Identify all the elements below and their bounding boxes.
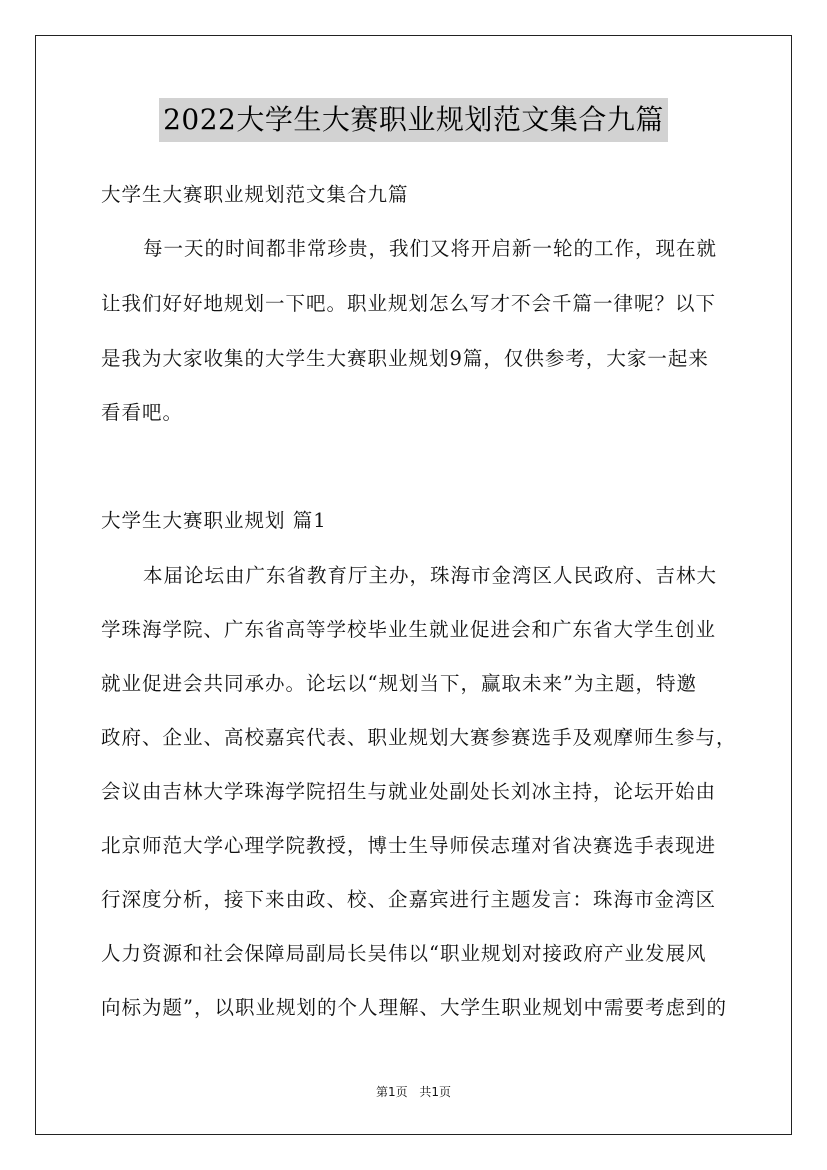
page-footer — [0, 1083, 827, 1100]
paragraph-line: 就业促进会共同承办。论坛以“规划当下，赢取未来”为主题，特邀 — [101, 672, 697, 695]
intro-line: 是我为大家收集的大学生大赛职业规划9篇，仅供参考，大家一起来 — [101, 347, 709, 370]
document-title-text: 2022大学生大赛职业规划范文集合九篇 — [159, 98, 668, 142]
paragraph-line: 人力资源和社会保障局副局长吴伟以“职业规划对接政府产业发展风 — [101, 942, 707, 965]
paragraph-line: 行深度分析，接下来由政、校、企嘉宾进行主题发言：珠海市金湾区 — [101, 888, 717, 911]
page-total: 共1页 — [419, 1085, 452, 1099]
intro-line: 让我们好好地规划一下吧。职业规划怎么写才不会千篇一律呢？以下 — [101, 292, 717, 315]
paragraph-line: 政府、企业、高校嘉宾代表、职业规划大赛参赛选手及观摩师生参与， — [101, 726, 737, 749]
section-heading: 大学生大赛职业规划 篇1 — [101, 509, 327, 532]
page-number: 第1页 — [375, 1085, 408, 1099]
paragraph-line: 北京师范大学心理学院教授，博士生导师侯志瑾对省决赛选手表现进 — [101, 834, 717, 857]
paragraph-line: 学珠海学院、广东省高等学校毕业生就业促进会和广东省大学生创业 — [101, 618, 717, 641]
intro-line: 每一天的时间都非常珍贵，我们又将开启新一轮的工作，现在就 — [143, 237, 718, 260]
paragraph-line: 会议由吉林大学珠海学院招生与就业处副处长刘冰主持，论坛开始由 — [101, 780, 717, 803]
paragraph-line: 本届论坛由广东省教育厅主办，珠海市金湾区人民政府、吉林大 — [143, 564, 718, 587]
document-title — [0, 98, 827, 142]
paragraph-line: 向标为题”，以职业规划的个人理解、大学生职业规划中需要考虑到的 — [101, 996, 727, 1019]
intro-line: 看看吧。 — [101, 401, 184, 424]
document-subtitle: 大学生大赛职业规划范文集合九篇 — [101, 183, 409, 206]
